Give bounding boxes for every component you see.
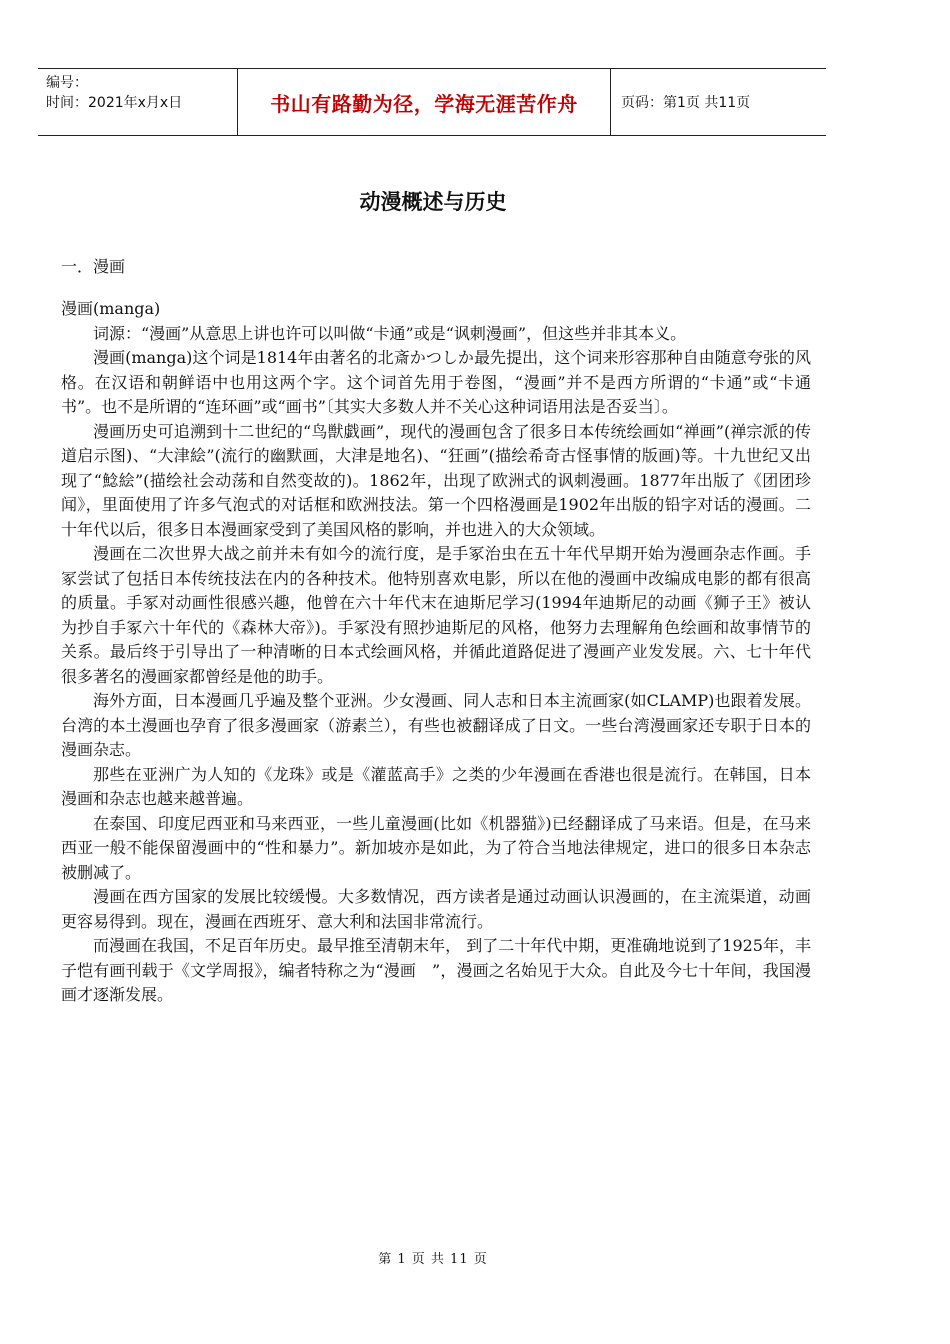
header-motto: 书山有路勤为径，学海无涯苦作舟 (270, 91, 578, 116)
header-meta (46, 73, 182, 113)
paragraph: 那些在亚洲广为人知的《龙珠》或是《灌蓝高手》之类的少年漫画在香港也很是流行。在韩国，日本漫画和杂志也越来越普遍。 (61, 764, 811, 808)
paragraph: 漫画在二次世界大战之前并未有如今的流行度，是手冢治虫在五十年代早期开始为漫画杂志作画。手冢尝试了包括日本传统技法在内的各种技术。他特别喜欢电影，所以在他的漫画中改编成电影的都有很高的质量。手冢对动画性很感兴趣，他曾在六十年代末在迪斯尼学习(1994年迪斯尼的动画《狮子王》被认为抄自手冢六十年代的《森林大帝》)。手冢没有照抄迪斯尼的风格，他努力去理解角色绘画和故事情节的关系。最后终于引导出了一种清晰的日本式绘画风格，并循此道路促进了漫画产业发发展。六、七十年代很多著名的漫画家都曾经是他的助手。 (61, 544, 811, 686)
paragraph: 而漫画在我国，不足百年历史。最早推至清朝末年， 到了二十年代中期，更准确地说到了1925年，丰子恺有画刊载于《文学周报》，编者特称之为“漫画 ”，漫画之名始见于大众。自此及今七十年间，我国漫画才逐渐发展。 (61, 936, 811, 1004)
header-divider (610, 69, 611, 135)
page-header (38, 68, 826, 136)
paragraph: 漫画历史可追溯到十二世纪的“鸟獣戯画”，现代的漫画包含了很多日本传统绘画如“禅画”(禅宗派的传道启示图)、“大津絵”(流行的幽默画，大津是地名)、“狂画”(描绘希奇古怪事情的版画)等。十九世纪又出现了“鯰絵”(描绘社会动荡和自然变故的)。1862年，出现了欧洲式的讽刺漫画。1877年出版了《团团珍闻》，里面使用了许多气泡式的对话框和欧洲技法。第一个四格漫画是1902年出版的铅字对话的漫画。二十年代以后，很多日本漫画家受到了美国风格的影响，并也进入的大众领域。 (61, 421, 811, 539)
paragraph: 词源：“漫画”从意思上讲也许可以叫做“卡通”或是“讽刺漫画”，但这些并非其本义。 (93, 323, 687, 343)
document-title: 动漫概述与历史 (359, 190, 507, 214)
paragraph: 在泰国、印度尼西亚和马来西亚，一些儿童漫画(比如《机器猫》)已经翻译成了马来语。但是，在马来西亚一般不能保留漫画中的“性和暴力”。新加坡亦是如此，为了符合当地法律规定，进口的很多日本杂志被删减了。 (61, 813, 811, 882)
header-number-label: 编号： (46, 75, 88, 91)
header-page-info: 页码：第1页 共11页 (621, 95, 751, 111)
paragraph: 漫画在西方国家的发展比较缓慢。大多数情况，西方读者是通过动画认识漫画的，在主流渠道，动画更容易得到。现在，漫画在西班牙、意大利和法国非常流行。 (61, 887, 811, 931)
paragraph: 漫画(manga)这个词是1814年由著名的北斎かつしか最先提出，这个词来形容那种自由随意夸张的风格。在汉语和朝鲜语中也用这两个字。这个词首先用于卷图，“漫画”并不是西方所谓的“卡通”或“卡通书”。也不是所谓的“连环画”或“画书”〔其实大多数人并不关心这种词语用法是否妥当〕。 (61, 348, 811, 416)
page-footer: 第 1 页 共 11 页 (378, 1252, 488, 1267)
paragraph: 海外方面，日本漫画几乎遍及整个亚洲。少女漫画、同人志和日本主流画家(如CLAMP)也跟着发展。台湾的本土漫画也孕育了很多漫画家（游素兰），有些也被翻译成了日文。一些台湾漫画家还专职于日本的漫画杂志。 (61, 691, 811, 759)
header-time-label: 时间：2021年x月x日 (46, 95, 183, 111)
section-heading: 一．漫画 (61, 257, 126, 276)
document-body (61, 297, 811, 1008)
subheading: 漫画(manga) (61, 299, 161, 318)
